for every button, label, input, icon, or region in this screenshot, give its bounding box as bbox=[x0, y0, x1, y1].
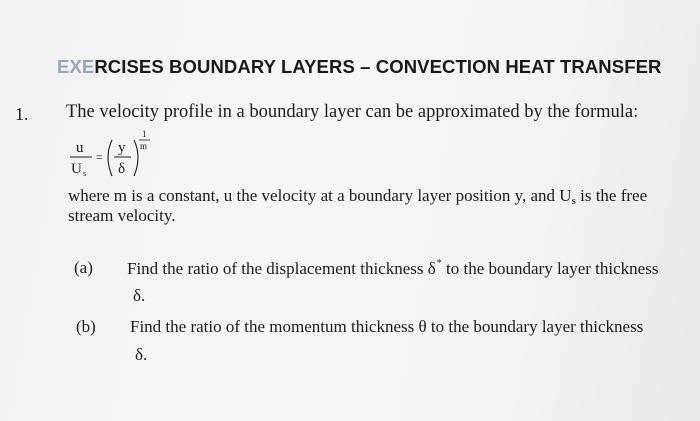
formula-rhs-denominator: δ bbox=[118, 161, 126, 177]
formula-exponent-denominator: m bbox=[140, 141, 148, 151]
question-intro: The velocity profile in a boundary layer can be approximated by the formula: bbox=[66, 102, 639, 122]
description-line-1-b: is the free bbox=[575, 186, 648, 205]
formula-lhs-numerator: u bbox=[76, 140, 84, 156]
formula-lhs-denominator: U bbox=[71, 161, 82, 177]
part-a-text-b: to the boundary layer thickness bbox=[441, 259, 659, 278]
part-a-label: (a) bbox=[74, 258, 93, 277]
description-line-1 bbox=[68, 186, 647, 207]
formula-exponent-numerator: 1 bbox=[142, 129, 147, 139]
page-title bbox=[57, 56, 662, 78]
formula-graphic bbox=[68, 128, 188, 184]
part-b-symbol: δ. bbox=[135, 345, 148, 364]
formula-equals: = bbox=[96, 150, 103, 164]
formula-left-paren bbox=[108, 140, 112, 176]
part-a-text bbox=[127, 258, 658, 279]
part-b-text: Find the ratio of the momentum thickness θ to the boundary layer thickness bbox=[130, 317, 644, 336]
formula-lhs-denominator-subscript: s bbox=[83, 169, 87, 178]
part-a-symbol: δ. bbox=[133, 286, 146, 305]
description-line-2: stream velocity. bbox=[68, 206, 176, 225]
part-b-label: (b) bbox=[76, 317, 96, 336]
description-line-1-a: where m is a constant, u the velocity at a boundary layer position y, and U bbox=[68, 186, 572, 205]
formula-rhs-numerator: y bbox=[118, 140, 126, 156]
formula-right-paren bbox=[134, 140, 138, 176]
part-a-text-a: Find the ratio of the displacement thickness δ bbox=[127, 259, 436, 278]
question-number: 1. bbox=[15, 104, 29, 124]
part-a-superscript: * bbox=[436, 258, 442, 269]
velocity-profile-formula bbox=[68, 128, 188, 184]
title-rest: RCISES BOUNDARY LAYERS – CONVECTION HEAT TRANSFER bbox=[94, 56, 662, 77]
title-faded-prefix: EXE bbox=[57, 56, 95, 77]
description-line-1-subscript: s bbox=[571, 195, 576, 207]
